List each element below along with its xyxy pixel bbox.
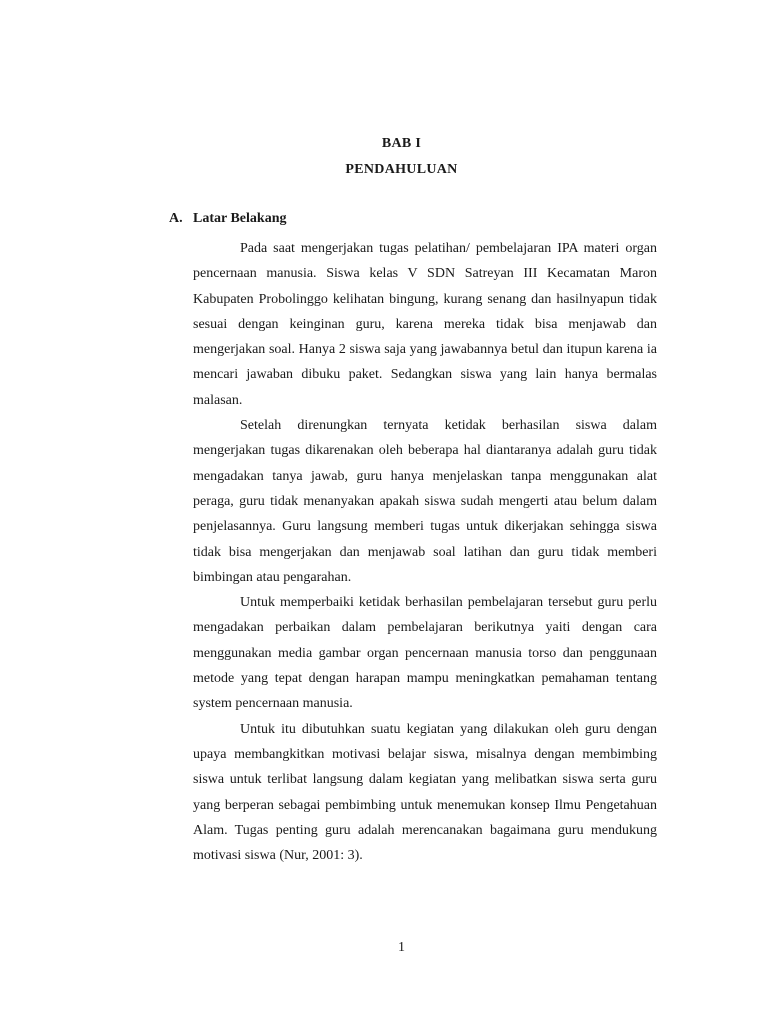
- paragraph-4: Untuk itu dibutuhkan suatu kegiatan yang dilakukan oleh guru dengan upaya membangkitkan motivasi belajar siswa, misalnya dengan membimbing siswa untuk terlibat langsung dalam kegiatan yang melibatkan siswa serta guru yang berperan sebagai pembimbing untuk menemukan konsep Ilmu Pengetahuan Alam. Tugas penting guru adalah merencanakan bagaimana guru mendukung motivasi siswa (Nur, 2001: 3).: [193, 721, 657, 864]
- body-text: [193, 236, 657, 868]
- paragraph-2: Setelah direnungkan ternyata ketidak berhasilan siswa dalam mengerjakan tugas dikarenakan oleh beberapa hal diantaranya adalah guru tidak mengadakan tanya jawab, guru hanya menjelaskan tanpa menggunakan alat peraga, guru tidak menanyakan apakah siswa sudah mengerti atau belum dalam penjelasannya. Guru langsung memberi tugas untuk dikerjakan sehingga siswa tidak bisa mengerjakan dan menjawab soal latihan dan guru tidak memberi bimbingan atau pengarahan.: [193, 418, 657, 585]
- chapter-title: PENDAHULUAN: [345, 162, 458, 177]
- chapter-number: BAB I: [381, 136, 422, 151]
- page-number: 1: [398, 940, 405, 955]
- section-heading: [169, 211, 286, 227]
- paragraph-1: Pada saat mengerjakan tugas pelatihan/ pembelajaran IPA materi organ pencernaan manusia. Siswa kelas V SDN Satreyan III Kecamatan Maron Kabupaten Probolinggo kelihatan bingung, kurang senang dan hasilnyapun tidak sesuai dengan keinginan guru, karena mereka tidak bisa menjawab dan mengerjakan soal. Hanya 2 siswa saja yang jawabannya betul dan itupun karena ia mencari jawaban dibuku paket. Sedangkan siswa yang lain hanya bermalas malasan.: [193, 241, 657, 408]
- section-letter: A.: [169, 211, 183, 226]
- section-title: Latar Belakang: [193, 211, 287, 226]
- paragraph-3: Untuk memperbaiki ketidak berhasilan pembelajaran tersebut guru perlu mengadakan perbaikan dalam pembelajaran berikutnya yaiti dengan cara menggunakan media gambar organ pencernaan manusia torso dan penggunaan metode yang tepat dengan harapan mampu meningkatkan pemahaman tentang system pencernaan manusia.: [193, 595, 657, 712]
